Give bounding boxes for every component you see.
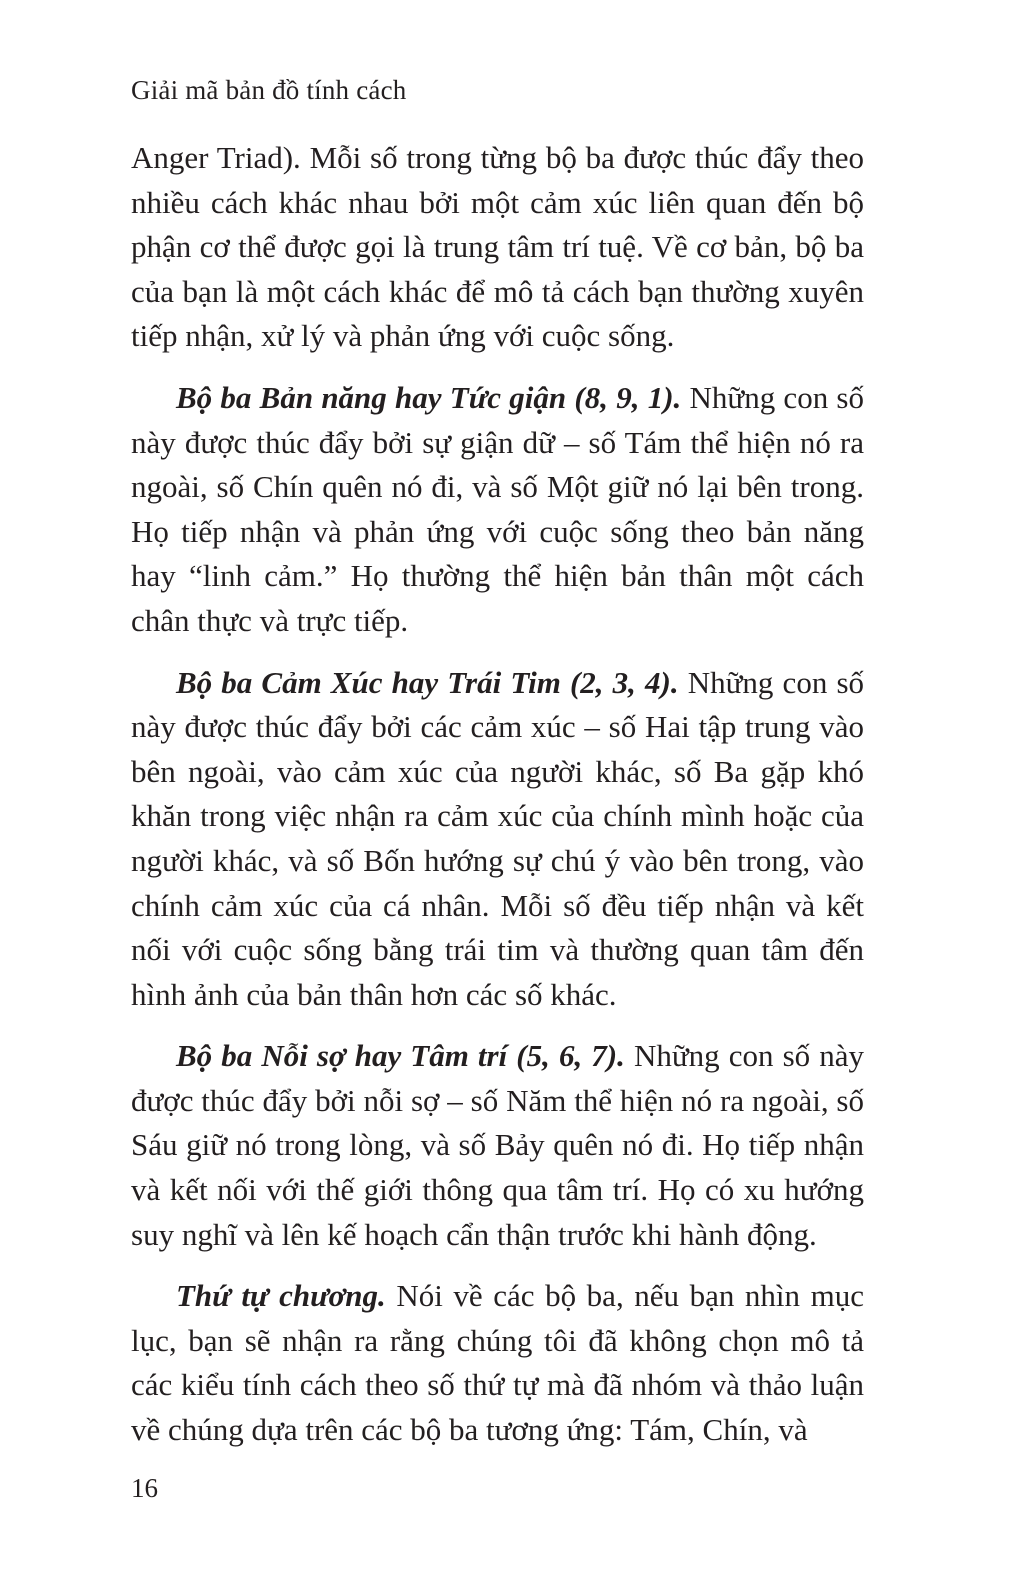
paragraph-continuation [131, 136, 864, 359]
body-text [131, 136, 864, 1470]
running-header: Giải mã bản đồ tính cách [131, 75, 407, 105]
paragraph-head-triad [131, 1034, 864, 1257]
paragraph-text: Những con số này được thúc đẩy bởi sự giận dữ – số Tám thể hiện nó ra ngoài, số Chín quên nó đi, và số Một giữ nó lại bên trong. Họ tiếp nhận và phản ứng với cuộc sống theo bản năng hay “linh cảm.” Họ thường thể hiện bản thân một cách chân thực và trực tiếp. [131, 379, 865, 638]
paragraph-text: Anger Triad). Mỗi số trong từng bộ ba được thúc đẩy theo nhiều cách khác nhau bởi một cảm xúc liên quan đến bộ phận cơ thể được gọi là trung tâm trí tuệ. Về cơ bản, bộ ba của bạn là một cách khác để mô tả cách bạn thường xuyên tiếp nhận, xử lý và phản ứng với cuộc sống. [131, 140, 864, 354]
page-number: 16 [131, 1473, 158, 1503]
paragraph-text: Những con số này được thúc đẩy bởi nỗi sợ – số Năm thể hiện nó ra ngoài, số Sáu giữ nó trong lòng, và số Bảy quên nó đi. Họ tiếp nhận và kết nối với thế giới thông qua tâm trí. Họ có xu hướng suy nghĩ và lên kế hoạch cẩn thận trước khi hành động. [131, 1038, 864, 1252]
paragraph-text: Nói về các bộ ba, nếu bạn nhìn mục lục, bạn sẽ nhận ra rằng chúng tôi đã không chọn mô tả các kiểu tính cách theo số thứ tự mà đã nhóm và thảo luận về chúng dựa trên các bộ ba tương ứng: Tám, Chín, và [131, 1278, 864, 1448]
paragraph-lead: Bộ ba Cảm Xúc hay Trái Tim (2, 3, 4). [176, 664, 679, 700]
paragraph-lead: Thứ tự chương. [176, 1278, 386, 1314]
paragraph-heart-triad [131, 661, 864, 1018]
paragraph-lead: Bộ ba Nỗi sợ hay Tâm trí (5, 6, 7). [176, 1038, 625, 1074]
paragraph-chapter-order [131, 1274, 864, 1452]
paragraph-lead: Bộ ba Bản năng hay Tức giận (8, 9, 1). [176, 379, 682, 415]
paragraph-instinct-triad [131, 376, 864, 644]
paragraph-text: Những con số này được thúc đẩy bởi các cảm xúc – số Hai tập trung vào bên ngoài, vào cảm xúc của người khác, số Ba gặp khó khăn trong việc nhận ra cảm xúc của chính mình hoặc của người khác, và số Bốn hướng sự chú ý vào bên trong, vào chính cảm xúc của cá nhân. Mỗi số đều tiếp nhận và kết nối với cuộc sống bằng trái tim và thường quan tâm đến hình ảnh của bản thân hơn các số khác. [131, 664, 865, 1012]
